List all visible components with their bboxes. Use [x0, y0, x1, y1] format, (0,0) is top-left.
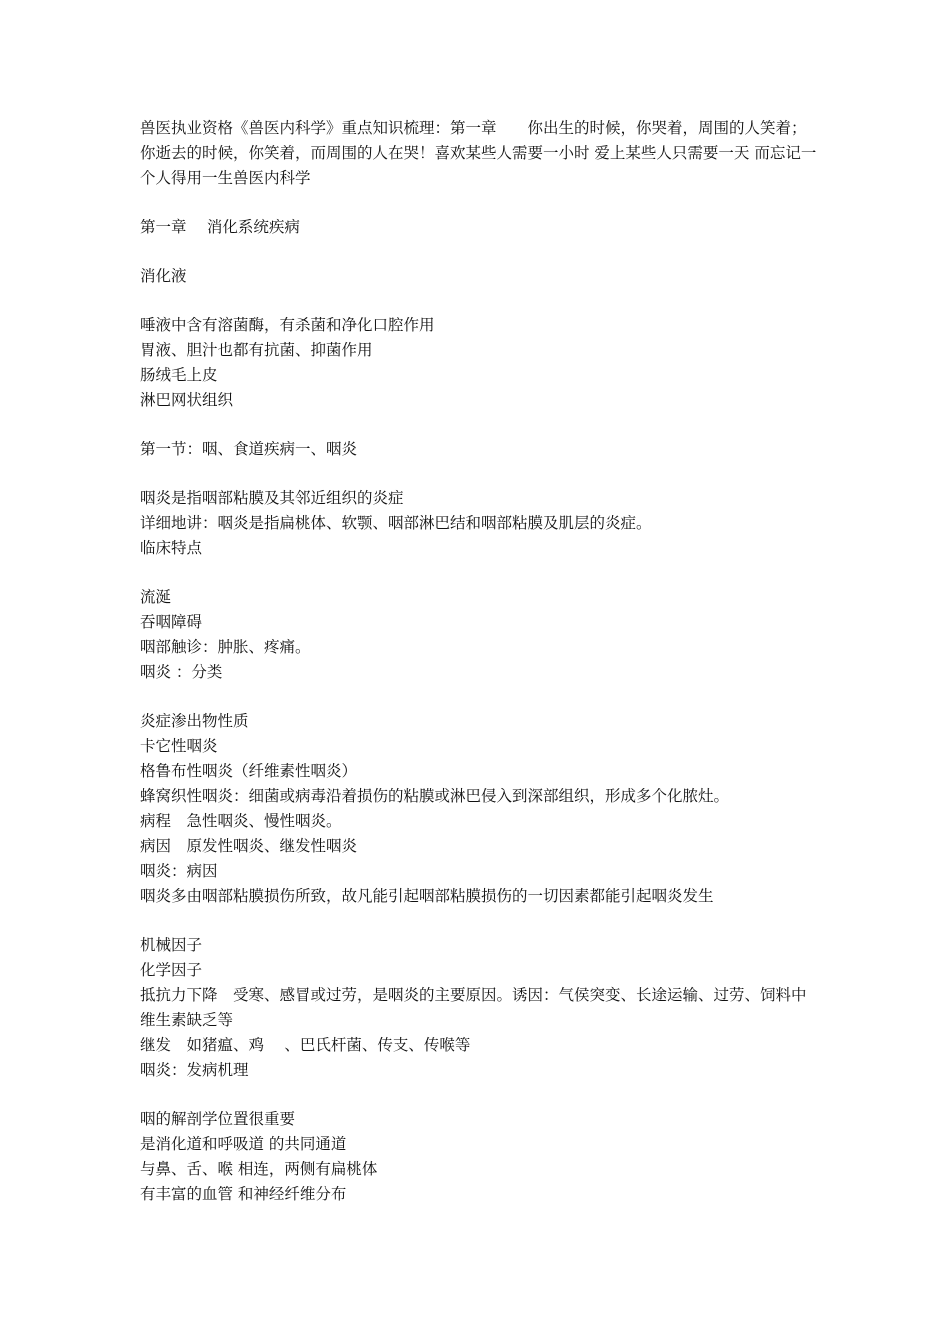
clinical-features-block: [140, 585, 820, 685]
text-line: 咽的解剖学位置很重要: [140, 1110, 296, 1128]
text-line: 胃液、胆汁也都有抗菌、抑菌作用: [140, 341, 373, 359]
text-line: 化学因子: [140, 961, 203, 979]
text-line: 病因 原发性咽炎、继发性咽炎: [140, 837, 358, 855]
text-line: 咽炎：病因: [140, 862, 218, 880]
definition-block: [140, 486, 820, 561]
text-line: 咽部触诊：肿胀、疼痛。: [140, 638, 311, 656]
spacer: [140, 685, 820, 709]
text-line: 唾液中含有溶菌酶，有杀菌和净化口腔作用: [140, 316, 435, 334]
spacer: [140, 240, 820, 264]
text-paragraph: 抵抗力下降 受寒、感冒或过劳，是咽炎的主要原因。诱因：气侯突变、长途运输、过劳、饲料中维生素缺乏等: [140, 986, 807, 1029]
spacer: [140, 909, 820, 933]
intro-paragraph: 兽医执业资格《兽医内科学》重点知识梳理：第一章 你出生的时候，你哭着，周围的人笑着；你逝去的时候，你笑着，而周围的人在哭！喜欢某些人需要一小时 爱上某些人只需要一天 而忘记一个人得用一生兽医内科学: [140, 119, 817, 187]
spacer: [140, 413, 820, 437]
pathogenesis-block: [140, 1107, 820, 1207]
spacer: [140, 1083, 820, 1107]
spacer: [140, 191, 820, 215]
spacer: [140, 561, 820, 585]
text-line: 肠绒毛上皮: [140, 366, 218, 384]
text-line: 咽炎：发病机理: [140, 1061, 249, 1079]
document-page: [140, 116, 820, 1207]
section-title: 第一节：咽、食道疾病一、咽炎: [140, 440, 358, 458]
digestive-fluid-heading: 消化液: [140, 267, 187, 285]
text-line: 咽炎是指咽部粘膜及其邻近组织的炎症: [140, 489, 404, 507]
text-line: 详细地讲：咽炎是指扁桃体、软颚、咽部淋巴结和咽部粘膜及肌层的炎症。: [140, 514, 652, 532]
text-line: 格鲁布性咽炎（纤维素性咽炎）: [140, 762, 358, 780]
text-line: 咽炎多由咽部粘膜损伤所致，故凡能引起咽部粘膜损伤的一切因素都能引起咽炎发生: [140, 887, 714, 905]
spacer: [140, 462, 820, 486]
text-line: 有丰富的血管 和神经纤维分布: [140, 1185, 347, 1203]
text-line: 淋巴网状组织: [140, 391, 234, 409]
text-line: 吞咽障碍: [140, 613, 203, 631]
text-line: 继发 如猪瘟、鸡 、巴氏杆菌、传支、传喉等: [140, 1036, 471, 1054]
text-line: 病程 急性咽炎、慢性咽炎。: [140, 812, 342, 830]
text-line: 卡它性咽炎: [140, 737, 218, 755]
text-line: 蜂窝织性咽炎：细菌或病毒沿着损伤的粘膜或淋巴侵入到深部组织，形成多个化脓灶。: [140, 787, 730, 805]
causes-block: [140, 933, 820, 1083]
text-line: 机械因子: [140, 936, 203, 954]
text-line: 是消化道和呼吸道 的共同通道: [140, 1135, 347, 1153]
text-line: 炎症渗出物性质: [140, 712, 249, 730]
text-line: 临床特点: [140, 539, 203, 557]
text-line: 流涎: [140, 588, 172, 606]
classification-block: [140, 709, 820, 909]
digestive-fluid-list: [140, 313, 820, 413]
text-line: 咽炎 ：分类: [140, 663, 223, 681]
text-line: 与鼻、舌、喉 相连，两侧有扁桃体: [140, 1160, 378, 1178]
spacer: [140, 289, 820, 313]
chapter-title: 第一章 消化系统疾病: [140, 218, 300, 236]
